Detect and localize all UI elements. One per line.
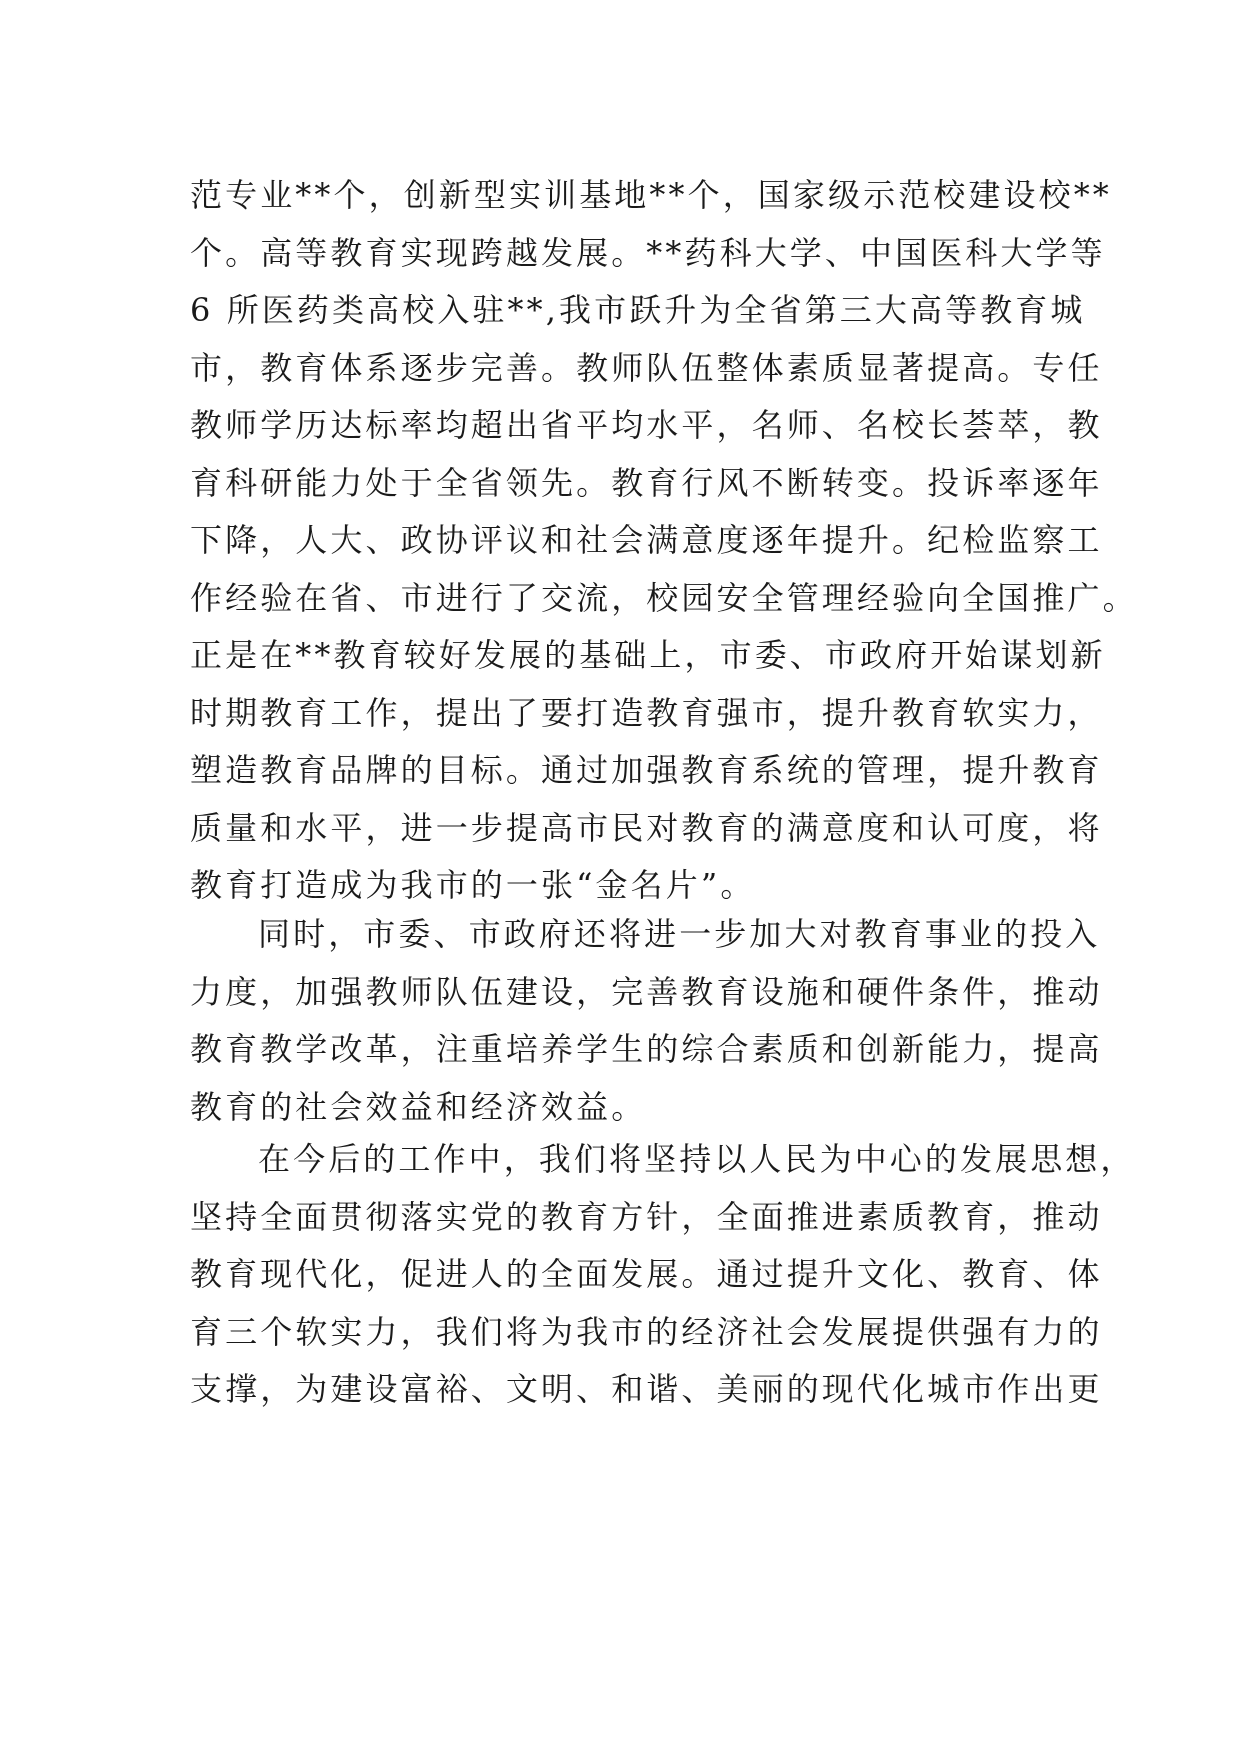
text-line: 力度，加强教师队伍建设，完善教育设施和硬件条件，推动 — [190, 972, 1103, 1011]
text-line: 育三个软实力，我们将为我市的经济社会发展提供强有力的 — [190, 1312, 1103, 1351]
text-line: 个。高等教育实现跨越发展。**药科大学、中国医科大学等 — [190, 233, 1106, 272]
text-line: 教育的社会效益和经济效益。 — [190, 1087, 647, 1126]
text-line: 市，教育体系逐步完善。教师队伍整体素质显著提高。专任 — [190, 348, 1103, 387]
text-line: 下降，人大、政协评议和社会满意度逐年提升。纪检监察工 — [190, 521, 1103, 559]
text-line: 范专业**个，创新型实训基地**个，国家级示范校建设校** — [190, 176, 1112, 214]
text-line: 教育打造成为我市的一张“金名片”。 — [190, 866, 756, 904]
text-line: 作经验在省、市进行了交流，校园安全管理经验向全国推广。 — [190, 578, 1138, 617]
paragraph-2 — [190, 906, 1103, 1136]
text-line: 教育现代化，促进人的全面发展。通过提升文化、教育、体 — [190, 1255, 1103, 1293]
text-line: 质量和水平，进一步提高市民对教育的满意度和认可度，将 — [190, 808, 1103, 847]
text-line: 同时，市委、市政府还将进一步加大对教育事业的投入 — [258, 915, 1101, 953]
text-line: 6 所医药类高校入驻**,我市跃升为全省第三大高等教育城 — [190, 291, 1086, 329]
text-line: 塑造教育品牌的目标。通过加强教育系统的管理，提升教育 — [190, 751, 1103, 789]
text-line: 时期教育工作，提出了要打造教育强市，提升教育软实力， — [190, 693, 1103, 732]
text-line: 正是在**教育较好发展的基础上，市委、市政府开始谋划新 — [190, 636, 1106, 674]
text-line: 支撑，为建设富裕、文明、和谐、美丽的现代化城市作出更 — [190, 1370, 1103, 1408]
text-line: 坚持全面贯彻落实党的教育方针，全面推进素质教育，推动 — [190, 1197, 1103, 1236]
text-line: 教师学历达标率均超出省平均水平，名师、名校长荟萃，教 — [190, 406, 1103, 444]
text-line: 教育教学改革，注重培养学生的综合素质和创新能力，提高 — [190, 1030, 1103, 1068]
text-line: 在今后的工作中，我们将坚持以人民为中心的发展思想， — [258, 1140, 1136, 1178]
paragraph-3 — [190, 1131, 1136, 1419]
text-line: 育科研能力处于全省领先。教育行风不断转变。投诉率逐年 — [190, 463, 1103, 502]
paragraph-1 — [190, 167, 1138, 915]
